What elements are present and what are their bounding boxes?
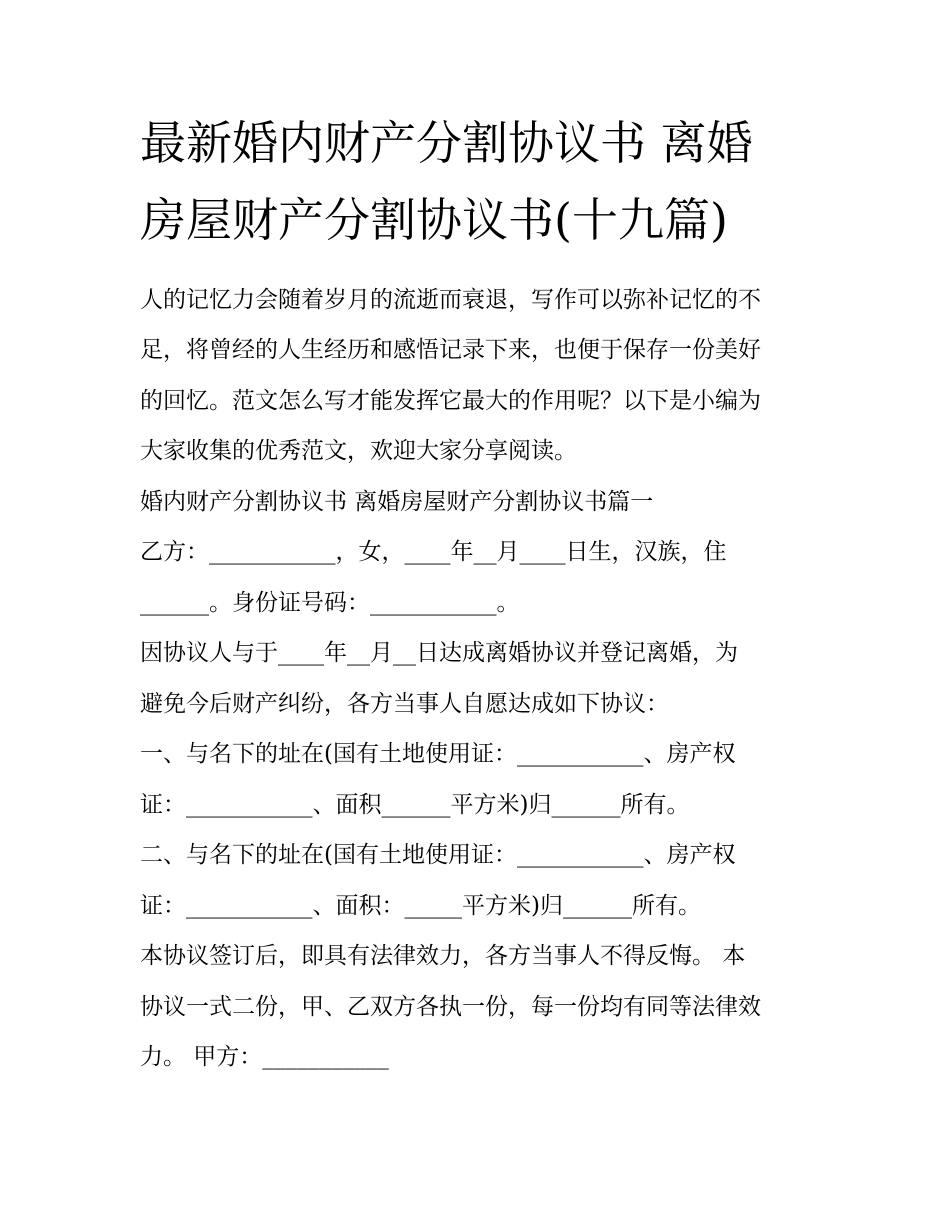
document-title-line-2: 房屋财产分割协议书(十九篇) bbox=[140, 193, 728, 247]
clause-one-line-2: 证：___________、面积______平方米)归______所有。 bbox=[140, 792, 690, 818]
intro-line-2: 足，将曾经的人生经历和感悟记录下来，也便于保存一份美好 bbox=[140, 337, 761, 363]
clause-two-line-1: 二、与名下的址在(国有土地使用证：___________、房产权 bbox=[140, 842, 736, 868]
clause-two-line-2: 证：___________、面积：_____平方米)归______所有。 bbox=[140, 893, 701, 919]
party-a-signature-line: 力。 甲方：___________ bbox=[140, 1044, 389, 1070]
intro-line-3: 的回忆。范文怎么写才能发挥它最大的作用呢？以下是小编为 bbox=[140, 388, 761, 414]
party-b-line: 乙方：___________，女，____年__月____日生，汉族，住 bbox=[140, 539, 727, 565]
legal-effect-line-2: 协议一式二份，甲、乙双方各执一份，每一份均有同等法律效 bbox=[140, 994, 761, 1020]
agreement-reason-line-2: 避免今后财产纠纷，各方当事人自愿达成如下协议： bbox=[140, 691, 669, 717]
section-heading: 婚内财产分割协议书 离婚房屋财产分割协议书篇一 bbox=[140, 489, 654, 515]
intro-line-4: 大家收集的优秀范文，欢迎大家分享阅读。 bbox=[140, 438, 577, 464]
id-number-line: ______。身份证号码：___________。 bbox=[140, 590, 520, 616]
intro-line-1: 人的记忆力会随着岁月的流逝而衰退，写作可以弥补记忆的不 bbox=[140, 287, 761, 313]
legal-effect-line-1: 本协议签订后，即具有法律效力，各方当事人不得反悔。 本 bbox=[140, 943, 746, 969]
agreement-reason-line-1: 因协议人与于____年__月__日达成离婚协议并登记离婚，为 bbox=[140, 640, 738, 666]
document-title-line-1: 最新婚内财产分割协议书 离婚 bbox=[140, 116, 753, 170]
clause-one-line-1: 一、与名下的址在(国有土地使用证：___________、房产权 bbox=[140, 741, 736, 767]
